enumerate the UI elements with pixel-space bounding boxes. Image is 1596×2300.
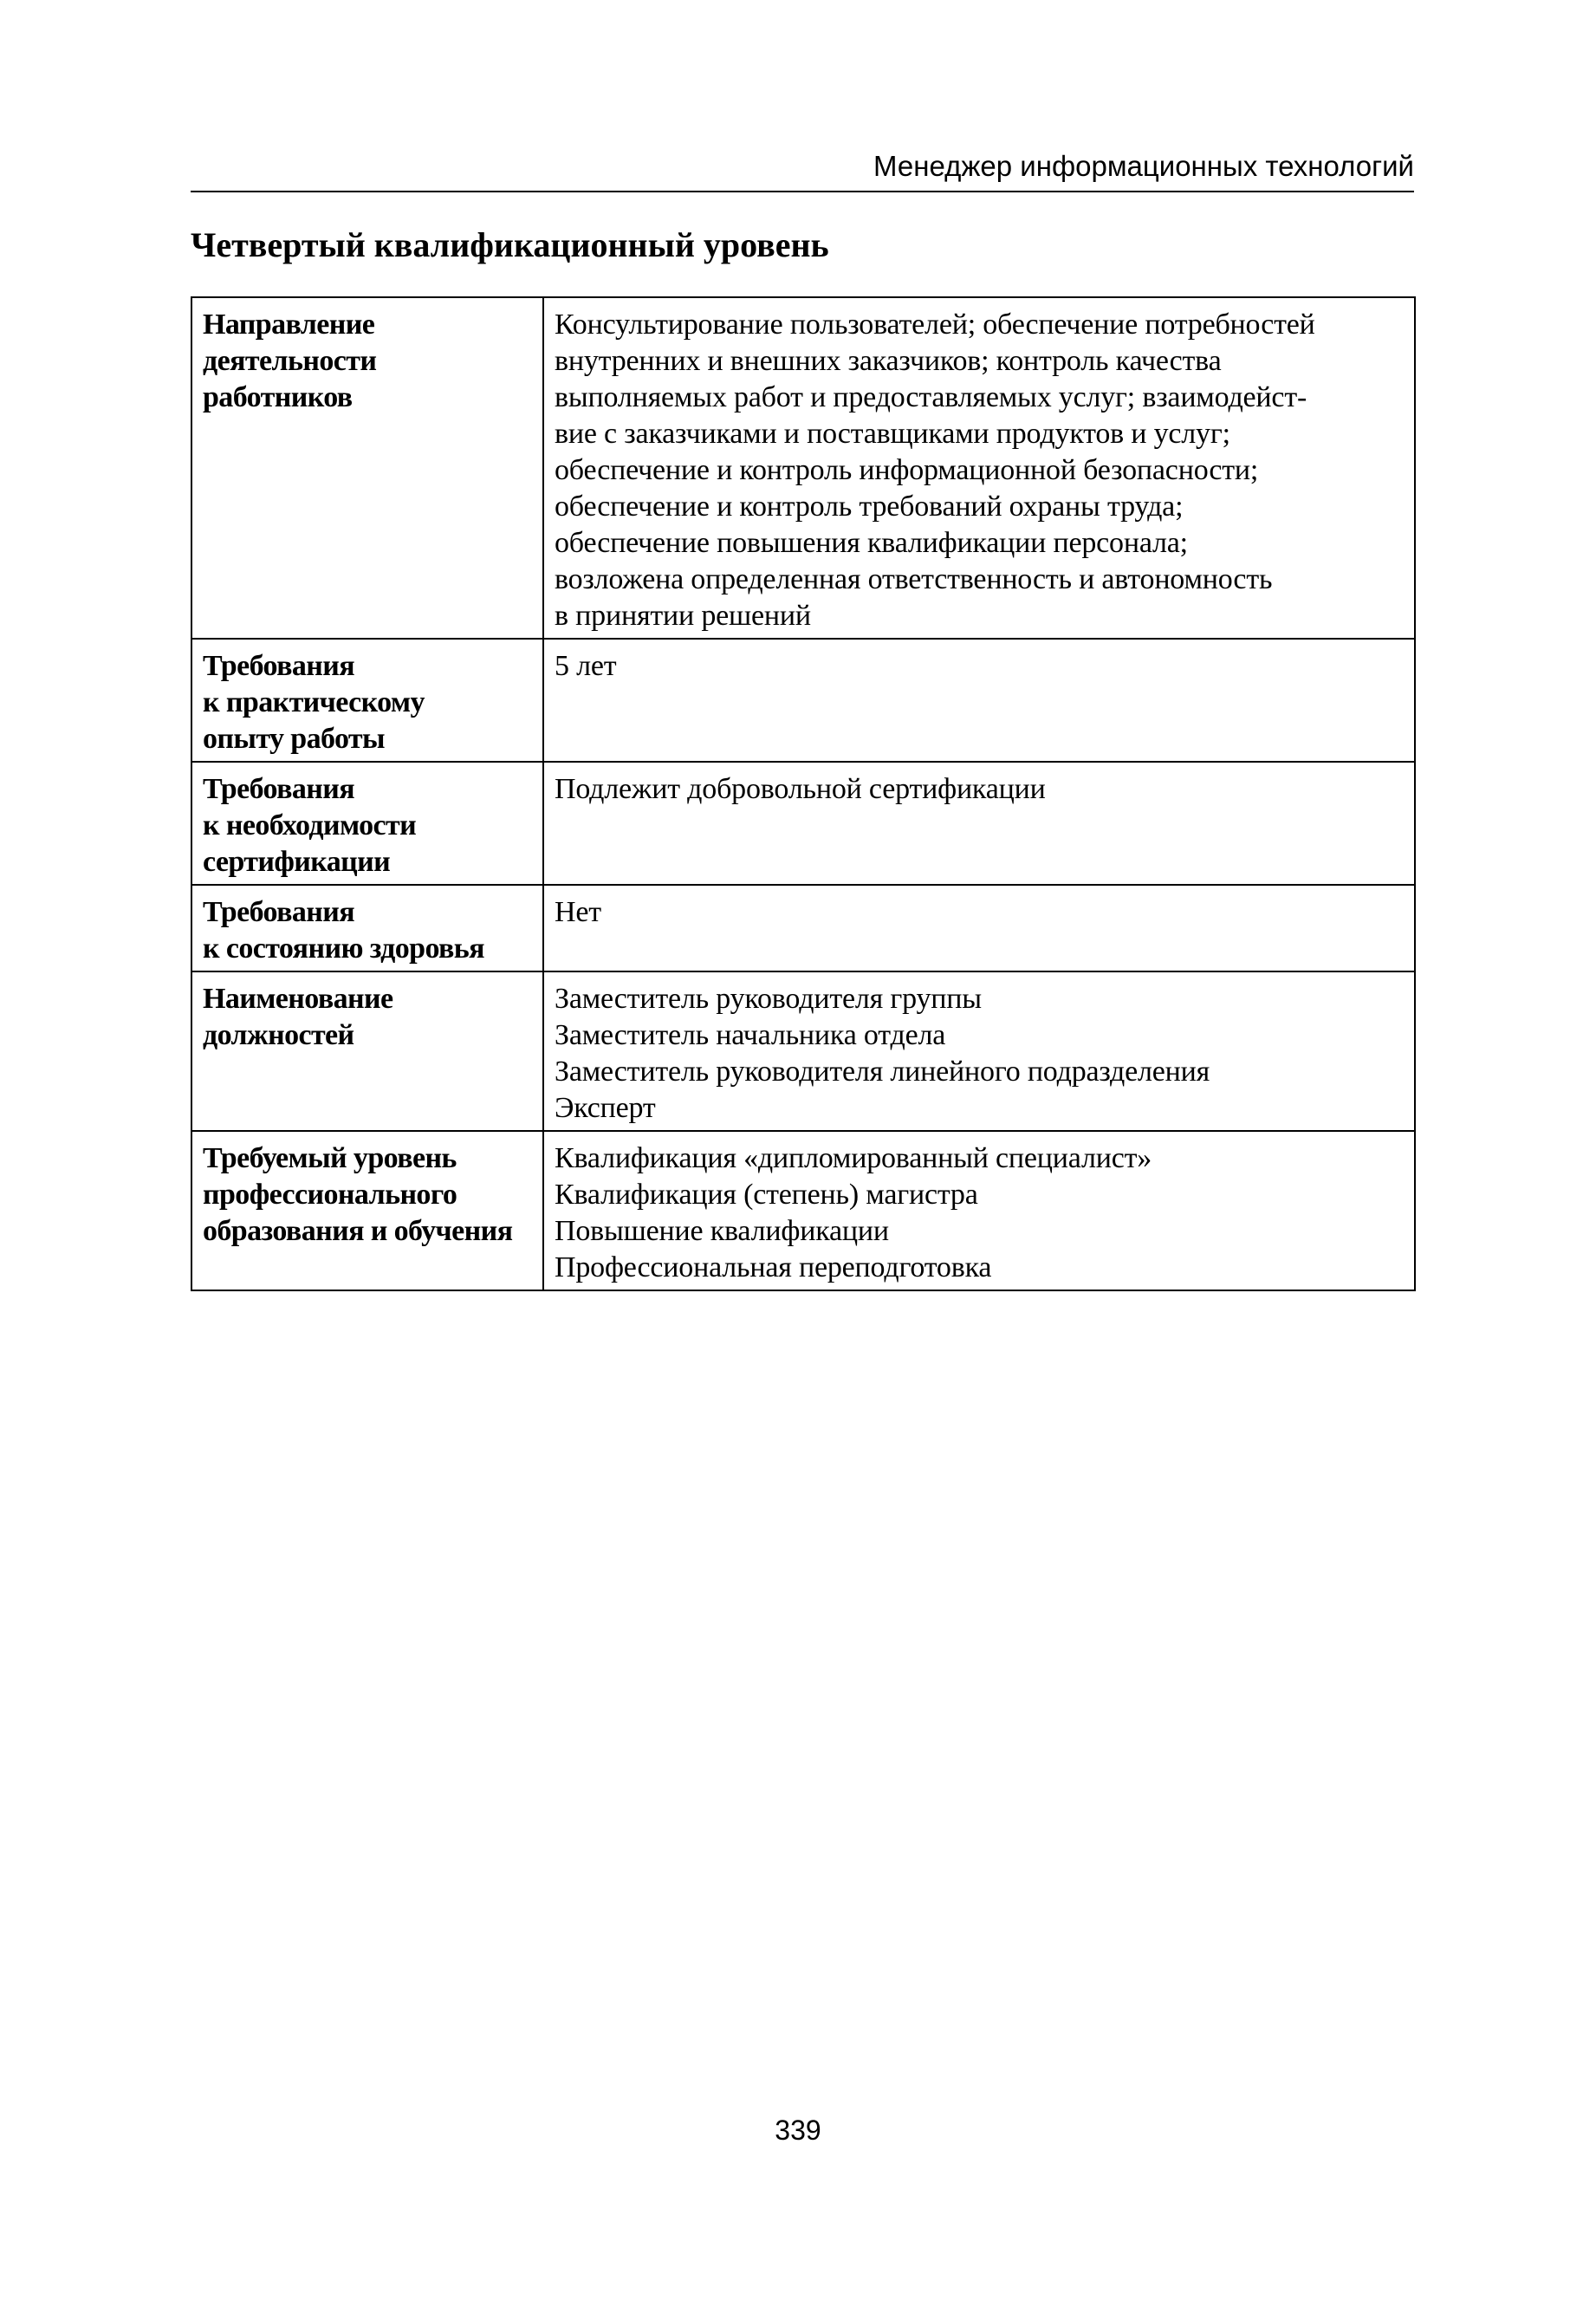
row-label-line: Требования bbox=[203, 896, 355, 928]
qualification-table bbox=[191, 296, 1416, 1291]
row-label-line: Требуемый уровень bbox=[203, 1142, 457, 1174]
row-label-cell bbox=[191, 639, 543, 762]
row-label-line: должностей bbox=[203, 1019, 354, 1051]
row-value-line: Профессиональная переподготовка bbox=[555, 1251, 992, 1283]
row-value-line: внутренних и внешних заказчиков; контроль качества bbox=[555, 345, 1222, 377]
row-value-line: Заместитель начальника отдела bbox=[555, 1019, 946, 1051]
qualification-table-body bbox=[191, 297, 1415, 1290]
row-label-line: Наименование bbox=[203, 983, 393, 1015]
table-row bbox=[191, 971, 1415, 1131]
row-value-cell bbox=[543, 1131, 1415, 1290]
row-value-cell bbox=[543, 885, 1415, 971]
row-value-line: Подлежит добровольной сертификации bbox=[555, 773, 1046, 805]
row-value-line: Эксперт bbox=[555, 1092, 656, 1124]
row-label-line: к практическому bbox=[203, 686, 425, 718]
row-label-cell bbox=[191, 971, 543, 1131]
table-row bbox=[191, 1131, 1415, 1290]
row-label-cell bbox=[191, 297, 543, 639]
row-value-line: Квалификация (степень) магистра bbox=[555, 1179, 978, 1211]
table-row bbox=[191, 639, 1415, 762]
row-label-line: Требования bbox=[203, 650, 355, 682]
row-label-line: к необходимости bbox=[203, 809, 417, 841]
table-row bbox=[191, 297, 1415, 639]
row-value-line: Квалификация «дипломированный специалист» bbox=[555, 1142, 1152, 1174]
row-value-cell bbox=[543, 297, 1415, 639]
row-label-line: работников bbox=[203, 381, 353, 413]
row-label-line: к состоянию здоровья bbox=[203, 932, 484, 965]
running-header-text: Менеджер информационных технологий bbox=[873, 150, 1414, 182]
row-value-line: Консультирование пользователей; обеспечение потребностей bbox=[555, 309, 1315, 341]
page-number: 339 bbox=[775, 2115, 821, 2146]
running-header bbox=[191, 146, 1414, 192]
row-value-line: Повышение квалификации bbox=[555, 1215, 889, 1247]
table-row bbox=[191, 762, 1415, 885]
row-label-line: образования и обучения bbox=[203, 1215, 513, 1247]
row-value-line: вие с заказчиками и поставщиками продуктов и услуг; bbox=[555, 418, 1230, 450]
row-value-cell bbox=[543, 971, 1415, 1131]
row-value-cell bbox=[543, 639, 1415, 762]
row-value-line: обеспечение и контроль информационной безопасности; bbox=[555, 454, 1259, 486]
row-label-line: опыту работы bbox=[203, 723, 385, 755]
table-row bbox=[191, 885, 1415, 971]
row-value-line: Заместитель руководителя линейного подразделения bbox=[555, 1056, 1210, 1088]
row-label-line: Требования bbox=[203, 773, 355, 805]
section-title: Четвертый квалификационный уровень bbox=[191, 225, 829, 264]
row-value-line: в принятии решений bbox=[555, 600, 811, 632]
row-label-cell bbox=[191, 762, 543, 885]
row-value-line: возложена определенная ответственность и автономность bbox=[555, 563, 1273, 595]
row-label-cell bbox=[191, 885, 543, 971]
row-value-line: Нет bbox=[555, 896, 601, 928]
row-value-line: Заместитель руководителя группы bbox=[555, 983, 982, 1015]
row-value-line: обеспечение повышения квалификации персонала; bbox=[555, 527, 1188, 559]
row-label-line: Направление bbox=[203, 309, 375, 341]
row-value-line: обеспечение и контроль требований охраны труда; bbox=[555, 491, 1184, 523]
row-value-cell bbox=[543, 762, 1415, 885]
row-label-line: сертификации bbox=[203, 846, 391, 878]
row-label-line: профессионального bbox=[203, 1179, 457, 1211]
row-label-cell bbox=[191, 1131, 543, 1290]
row-value-line: 5 лет bbox=[555, 650, 617, 682]
row-label-line: деятельности bbox=[203, 345, 377, 377]
row-value-line: выполняемых работ и предоставляемых услуг; взаимодейст- bbox=[555, 381, 1307, 413]
